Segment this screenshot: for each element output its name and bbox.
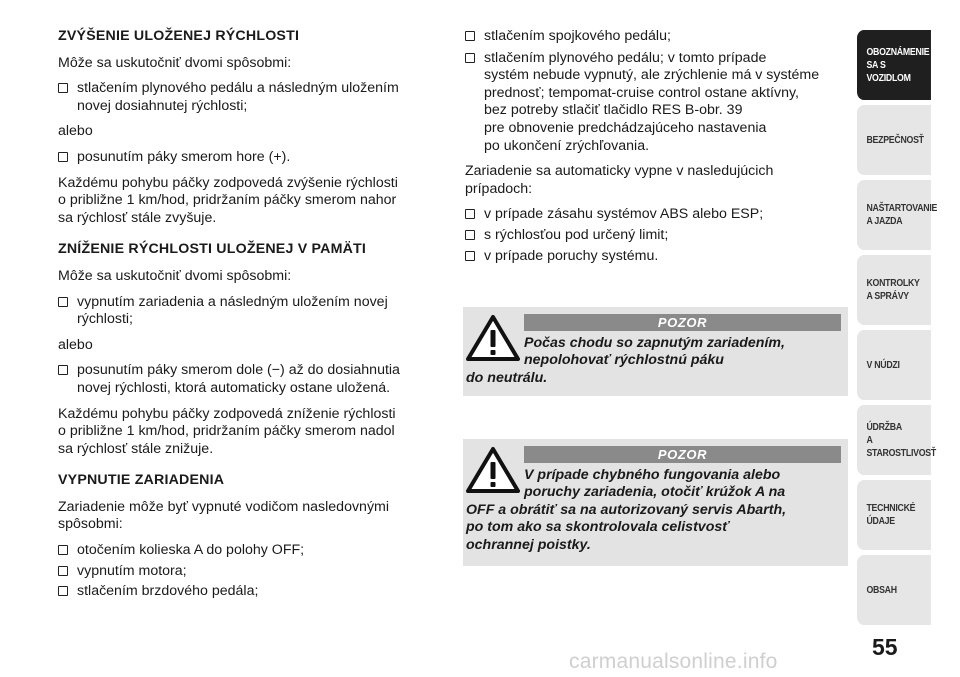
paragraph <box>58 499 443 534</box>
list-item <box>58 583 443 601</box>
checkbox-bullet-icon <box>58 83 68 93</box>
checkbox-bullet-icon <box>465 209 475 219</box>
list-item-text: v prípade zásahu systémov ABS alebo ESP; <box>484 206 764 223</box>
warning-line: V prípade chybného fungovania alebo <box>524 467 781 483</box>
warning-box <box>463 439 848 566</box>
warning-line: OFF a obrátiť sa na autorizovaný servis Abarth, <box>466 501 787 518</box>
list-item <box>58 362 443 397</box>
checkbox-bullet-icon <box>465 230 475 240</box>
warning-line: poruchy zariadenia, otočiť krúžok A na <box>524 484 786 501</box>
list-item-text: pre obnovenie predchádzajúceho nastavenia <box>484 119 767 136</box>
tab-label: ÚDAJE <box>866 516 895 527</box>
bullet-list <box>58 294 443 329</box>
text-line: prípadoch: <box>465 180 533 197</box>
checkbox-bullet-icon <box>58 152 68 162</box>
warning-text <box>466 335 840 387</box>
tab-label: A SPRÁVY <box>866 291 909 302</box>
list-item <box>58 542 443 560</box>
bullet-list <box>465 206 847 265</box>
paragraph <box>465 163 847 198</box>
tab-kontrolky[interactable] <box>857 255 931 325</box>
text-line: Každému pohybu páčky zodpovedá zvýšenie rýchlosti <box>58 174 398 191</box>
section-heading-disable: VYPNUTIE ZARIADENIA <box>58 472 225 489</box>
list-item <box>58 563 443 581</box>
warning-text <box>466 467 840 554</box>
tab-udrzba[interactable] <box>857 405 936 475</box>
warning-line: ochrannej poistky. <box>466 536 591 553</box>
list-item-text: s rýchlosťou pod určený limit; <box>484 226 669 243</box>
list-item <box>465 50 847 156</box>
watermark: carmanualsonline.info <box>569 650 778 673</box>
text-line: o približne 1 km/hod, pridržaním páčky smerom nadol <box>58 423 395 440</box>
paragraph: Môže sa uskutočniť dvomi spôsobmi: <box>58 54 292 71</box>
page-number: 55 <box>872 634 898 660</box>
list-item-text: rýchlosti; <box>77 311 133 328</box>
checkbox-bullet-icon <box>58 365 68 375</box>
checkbox-bullet-icon <box>465 53 475 63</box>
warning-label: POZOR <box>524 314 841 331</box>
list-item <box>465 248 847 266</box>
text-line: Zariadenie sa automaticky vypne v nasledujúcich <box>465 163 774 180</box>
bullet-list <box>58 542 443 601</box>
list-item <box>465 28 847 46</box>
checkbox-bullet-icon <box>58 566 68 576</box>
list-item-text: posunutím páky smerom hore (+). <box>77 148 291 165</box>
text-line: sa rýchlosť stále znižuje. <box>58 440 214 457</box>
tab-bezpecnost[interactable] <box>857 105 931 175</box>
text-line: o približne 1 km/hod, pridržaním páčky smerom nahor <box>58 192 397 209</box>
tab-label: A JAZDA <box>866 216 903 227</box>
list-item-text: systém nebude vypnutý, ale zrýchlenie má v systéme <box>484 67 820 84</box>
tab-label: V NÚDZI <box>866 359 900 371</box>
tab-nastartovanie[interactable] <box>857 180 938 250</box>
tab-label: OBOZNÁMENIE <box>866 46 930 58</box>
tab-obsah[interactable] <box>857 555 931 625</box>
list-item-text: vypnutím zariadenia a následným uložením novej <box>77 293 388 310</box>
list-item-text: novej rýchlosti, ktorá automaticky ostane uložená. <box>77 379 391 396</box>
list-item-text: bez potreby stlačiť tlačidlo RES B-obr. 39 <box>484 102 743 119</box>
paragraph: alebo <box>58 123 93 140</box>
checkbox-bullet-icon <box>465 31 475 41</box>
list-item <box>465 206 847 224</box>
list-item <box>58 149 443 167</box>
tab-label: OBSAH <box>866 584 897 596</box>
list-item-text: v prípade poruchy systému. <box>484 247 659 264</box>
tab-label: TECHNICKÉ <box>866 503 916 514</box>
tab-oboznamenie[interactable] <box>857 30 931 100</box>
text-line: sa rýchlosť stále zvyšuje. <box>58 209 217 226</box>
checkbox-bullet-icon <box>58 586 68 596</box>
list-item-text: po ukončení zrýchľovania. <box>484 137 650 154</box>
section-heading-decrease: ZNÍŽENIE RÝCHLOSTI ULOŽENEJ V PAMÄTI <box>58 241 367 258</box>
bullet-list <box>58 362 443 397</box>
list-item-text: stlačením brzdového pedála; <box>77 583 259 600</box>
warning-line: po tom ako sa skontrolovala celistvosť <box>466 519 730 536</box>
list-item-text: novej dosiahnutej rýchlosti; <box>77 97 248 114</box>
section-heading-increase: ZVÝŠENIE ULOŽENEJ RÝCHLOSTI <box>58 28 300 44</box>
list-item-text: prednosť; tempomat-cruise control ostane aktívny, <box>484 84 799 101</box>
bullet-list <box>465 28 847 155</box>
bullet-list <box>58 149 443 167</box>
tab-label: BEZPEČNOSŤ <box>866 134 924 146</box>
tab-label: KONTROLKY <box>866 278 920 289</box>
left-column <box>58 28 443 609</box>
warning-line: do neutrálu. <box>466 369 548 386</box>
checkbox-bullet-icon <box>58 297 68 307</box>
right-column <box>465 28 847 273</box>
list-item-text: stlačením plynového pedálu; v tomto prípade <box>484 49 767 66</box>
paragraph: Môže sa uskutočniť dvomi spôsobmi: <box>58 267 292 284</box>
paragraph <box>58 175 443 228</box>
text-line: Každému pohybu páčky zodpovedá zníženie rýchlosti <box>58 405 396 422</box>
tab-label: A STAROSTLIVOSŤ <box>866 434 936 459</box>
paragraph: alebo <box>58 336 93 353</box>
paragraph <box>58 406 443 459</box>
list-item <box>58 294 443 329</box>
list-item-text: vypnutím motora; <box>77 562 187 579</box>
text-line: spôsobmi: <box>58 516 123 533</box>
list-item-text: stlačením spojkového pedálu; <box>484 28 671 44</box>
warning-line: Počas chodu so zapnutým zariadením, <box>524 335 785 351</box>
tab-label: ÚDRŽBA <box>866 421 902 433</box>
warning-box <box>463 307 848 396</box>
warning-line: nepolohovať rýchlostnú páku <box>524 352 724 369</box>
tab-label: SA S VOZIDLOM <box>866 59 911 84</box>
list-item <box>465 227 847 245</box>
text-line: Zariadenie môže byť vypnuté vodičom nasledovnými <box>58 498 390 515</box>
list-item-text: stlačením plynového pedálu a následným uložením <box>77 80 399 97</box>
bullet-list <box>58 80 443 115</box>
list-item-text: otočením kolieska A do polohy OFF; <box>77 542 305 559</box>
list-item-text: posunutím páky smerom dole (−) až do dosiahnutia <box>77 362 400 379</box>
checkbox-bullet-icon <box>58 545 68 555</box>
list-item <box>58 80 443 115</box>
tab-v-nudzi[interactable] <box>857 330 931 400</box>
tab-technicke-udaje[interactable] <box>857 480 931 550</box>
checkbox-bullet-icon <box>465 251 475 261</box>
tab-label: NAŠTARTOVANIE <box>866 203 938 214</box>
warning-label: POZOR <box>524 446 841 463</box>
